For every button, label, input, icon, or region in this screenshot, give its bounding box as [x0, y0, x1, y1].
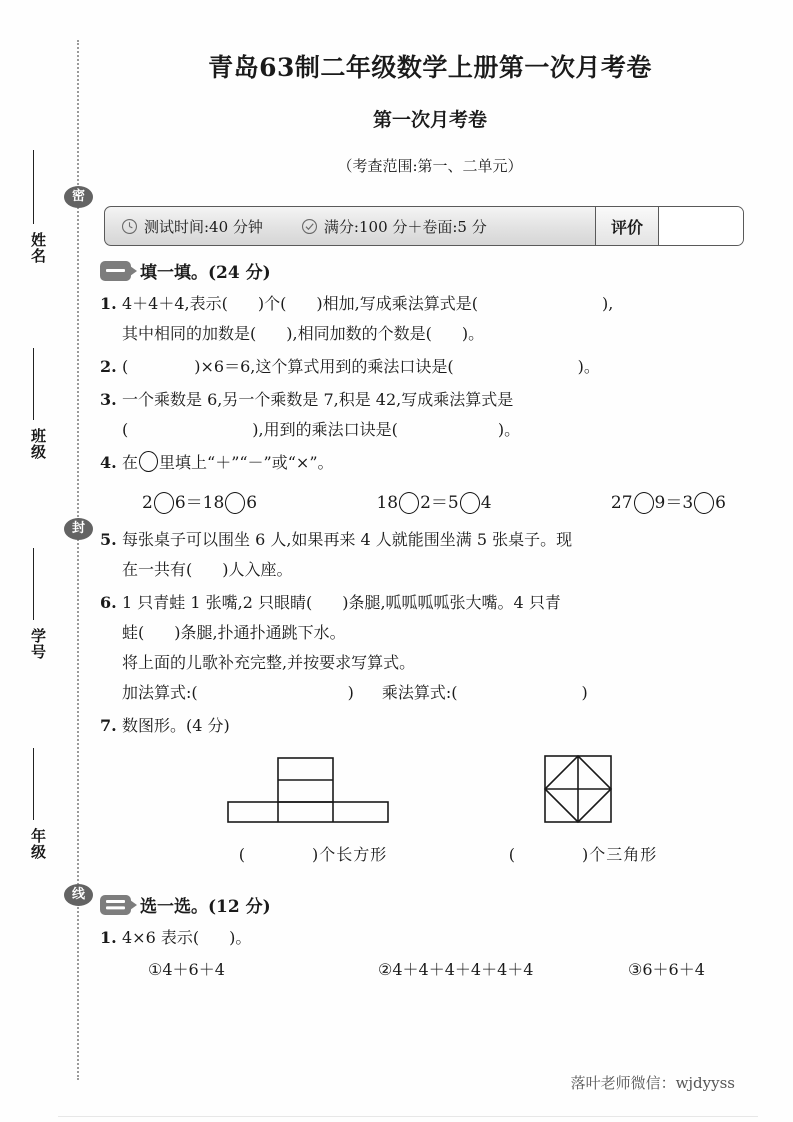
- question-number: 7.: [100, 716, 117, 735]
- equation-3: [611, 488, 726, 518]
- q-text: 4×6 表示(: [122, 928, 200, 947]
- question-line: 数图形。(4 分): [122, 716, 230, 735]
- seal-badge-mi: 密: [64, 186, 93, 208]
- figure-group: [122, 753, 764, 870]
- eq-part: 6＝18: [174, 493, 225, 513]
- evaluation-label: 评价: [596, 207, 659, 245]
- cap-close: )个长方形: [312, 845, 388, 864]
- operator-circle-icon[interactable]: [139, 451, 158, 472]
- equation-1: [142, 488, 257, 518]
- eq-part: 6: [246, 493, 258, 513]
- class-rule: [33, 348, 34, 420]
- question-line: 每张桌子可以围坐 6 人,如果再来 4 人就能围坐满 5 张桌子。现: [122, 530, 573, 549]
- exam-info-bar: [104, 206, 744, 246]
- cap-open: (: [508, 845, 516, 864]
- q-text: ),: [601, 294, 614, 313]
- q-text: )人入座。: [222, 560, 293, 579]
- full-score-label: 满分:100 分＋卷面:5 分: [323, 217, 487, 236]
- question-line: [122, 588, 764, 618]
- q-text: )个(: [257, 294, 287, 313]
- q-text: 里填上“＋”“－”或“×”。: [159, 453, 334, 472]
- q-text: 在一共有(: [122, 560, 193, 579]
- eq-part: 2＝5: [420, 493, 459, 513]
- choice-option-1[interactable]: ①4＋6＋4: [148, 960, 225, 979]
- q-text: )条腿,呱呱呱呱张大嘴。4 只青: [342, 593, 561, 612]
- cap-open: (: [238, 845, 246, 864]
- question-1-1: [100, 289, 764, 349]
- choice-option-2[interactable]: ②4＋4＋4＋4＋4＋4: [378, 960, 534, 979]
- figure-rectangles-wrap: [218, 753, 408, 870]
- operator-circle-icon[interactable]: [634, 492, 654, 514]
- q-text: 乘法算式:(: [381, 683, 458, 702]
- question-line: [122, 289, 764, 319]
- eq-part: 27: [610, 493, 633, 513]
- question-number: 3.: [100, 390, 117, 409]
- section-heading-2: [100, 892, 764, 917]
- q-text: )条腿,扑通扑通跳下水。: [174, 623, 346, 642]
- operator-circle-icon[interactable]: [694, 492, 714, 514]
- question-1-2: [100, 352, 764, 382]
- question-line: [122, 352, 764, 382]
- question-number: 1.: [100, 928, 117, 947]
- q-text: 加法算式:(: [122, 683, 198, 702]
- question-line: [122, 448, 764, 478]
- question-2-1: [100, 923, 764, 985]
- q-text: 在: [122, 453, 139, 472]
- section-heading-1: [100, 258, 764, 283]
- operator-circle-icon[interactable]: [154, 492, 174, 514]
- field-label-grade: 年级: [29, 828, 47, 860]
- studentid-rule: [33, 548, 34, 620]
- q-text: 1 只青蛙 1 张嘴,2 只眼睛(: [122, 593, 313, 612]
- question-line: 将上面的儿歌补充完整,并按要求写算式。: [122, 653, 416, 672]
- operator-circle-icon[interactable]: [225, 492, 245, 514]
- page-title: 青岛63制二年级数学上册第一次月考卷: [208, 53, 652, 82]
- eq-part: 6: [715, 493, 726, 513]
- q-text: (: [122, 357, 129, 376]
- operator-circle-icon[interactable]: [460, 492, 480, 514]
- name-rule: [33, 150, 34, 224]
- section-badge-one: [100, 261, 131, 281]
- clock-icon: [121, 218, 138, 235]
- question-line: [122, 319, 764, 349]
- eq-part: 9＝3: [654, 493, 694, 513]
- question-1-6: [100, 588, 764, 708]
- cap-close: )个三角形: [582, 845, 658, 864]
- equation-2: [376, 488, 491, 518]
- question-line: [122, 923, 764, 953]
- full-score-item: [301, 216, 487, 237]
- question-line: [122, 678, 764, 708]
- eq-part: 4: [480, 493, 492, 513]
- question-number: 6.: [100, 593, 117, 612]
- seal-badge-feng: 封: [64, 518, 93, 540]
- test-time-item: [121, 216, 263, 237]
- test-time-label: 测试时间:40 分钟: [144, 217, 263, 236]
- question-1-3: [100, 385, 764, 445]
- q-text: 其中相同的加数是(: [122, 324, 257, 343]
- q-text: )。: [229, 928, 252, 947]
- q-text: ),相同加数的个数是(: [286, 324, 432, 343]
- question-1-4: [100, 448, 764, 522]
- choice-option-3[interactable]: ③6＋6＋4: [628, 960, 705, 979]
- square-with-diamond-figure: [488, 810, 678, 829]
- question-number: 1.: [100, 294, 117, 313]
- question-number: 5.: [100, 530, 117, 549]
- field-label-class: 班级: [29, 428, 47, 460]
- question-number: 2.: [100, 357, 117, 376]
- q-text: )。: [497, 420, 521, 439]
- q-text: 4＋4＋4,表示(: [122, 294, 228, 313]
- exam-content: [100, 258, 764, 985]
- operator-circle-icon[interactable]: [399, 492, 419, 514]
- choice-list: [122, 955, 764, 985]
- eq-part: 18: [376, 493, 399, 513]
- field-label-name: 姓名: [29, 232, 47, 264]
- evaluation-value-box[interactable]: [659, 207, 743, 245]
- field-label-student-id: 学号: [29, 628, 47, 660]
- question-line: 一个乘数是 6,另一个乘数是 7,积是 42,写成乘法算式是: [122, 390, 514, 409]
- section-badge-two: [100, 895, 131, 915]
- seal-badge-xian: 线: [64, 884, 93, 906]
- question-line: [122, 618, 764, 648]
- question-1-5: [100, 525, 764, 585]
- section-title-2: 选一选。(12 分): [140, 897, 271, 917]
- figure-caption-triangles: [488, 840, 678, 870]
- page-bottom-rule: [58, 1116, 758, 1117]
- q-text: )。: [461, 324, 485, 343]
- question-line: [122, 555, 764, 585]
- watermark: 落叶老师微信：wjdyyss: [570, 1074, 735, 1092]
- exam-info-main: [105, 207, 596, 245]
- q-text: )。: [577, 357, 600, 376]
- grade-rule: [33, 748, 34, 820]
- q-text: )相加,写成乘法算式是(: [316, 294, 478, 313]
- stacked-rectangles-figure: [218, 810, 408, 829]
- figure-square-wrap: [488, 753, 678, 870]
- figure-caption-rectangles: [218, 840, 408, 870]
- q-text: )×6＝6,这个算式用到的乘法口诀是(: [194, 357, 454, 376]
- q-text: ): [347, 683, 354, 702]
- question-number: 4.: [100, 453, 117, 472]
- q-text: (: [122, 420, 129, 439]
- question-line: [122, 415, 764, 445]
- section-title-1: 填一填。(24 分): [140, 263, 271, 283]
- q-text: ),用到的乘法口诀是(: [252, 420, 398, 439]
- seal-margin: [0, 0, 100, 1122]
- check-circle-icon: [301, 218, 318, 235]
- q-text: ): [581, 683, 588, 702]
- eq-part: 2: [142, 493, 153, 513]
- q-text: 蛙(: [122, 623, 145, 642]
- exam-scope: （考查范围:第一、二单元）: [337, 157, 523, 175]
- question-1-7: [100, 711, 764, 870]
- equation-row: [122, 478, 764, 522]
- page-subtitle: 第一次月考卷: [372, 109, 487, 131]
